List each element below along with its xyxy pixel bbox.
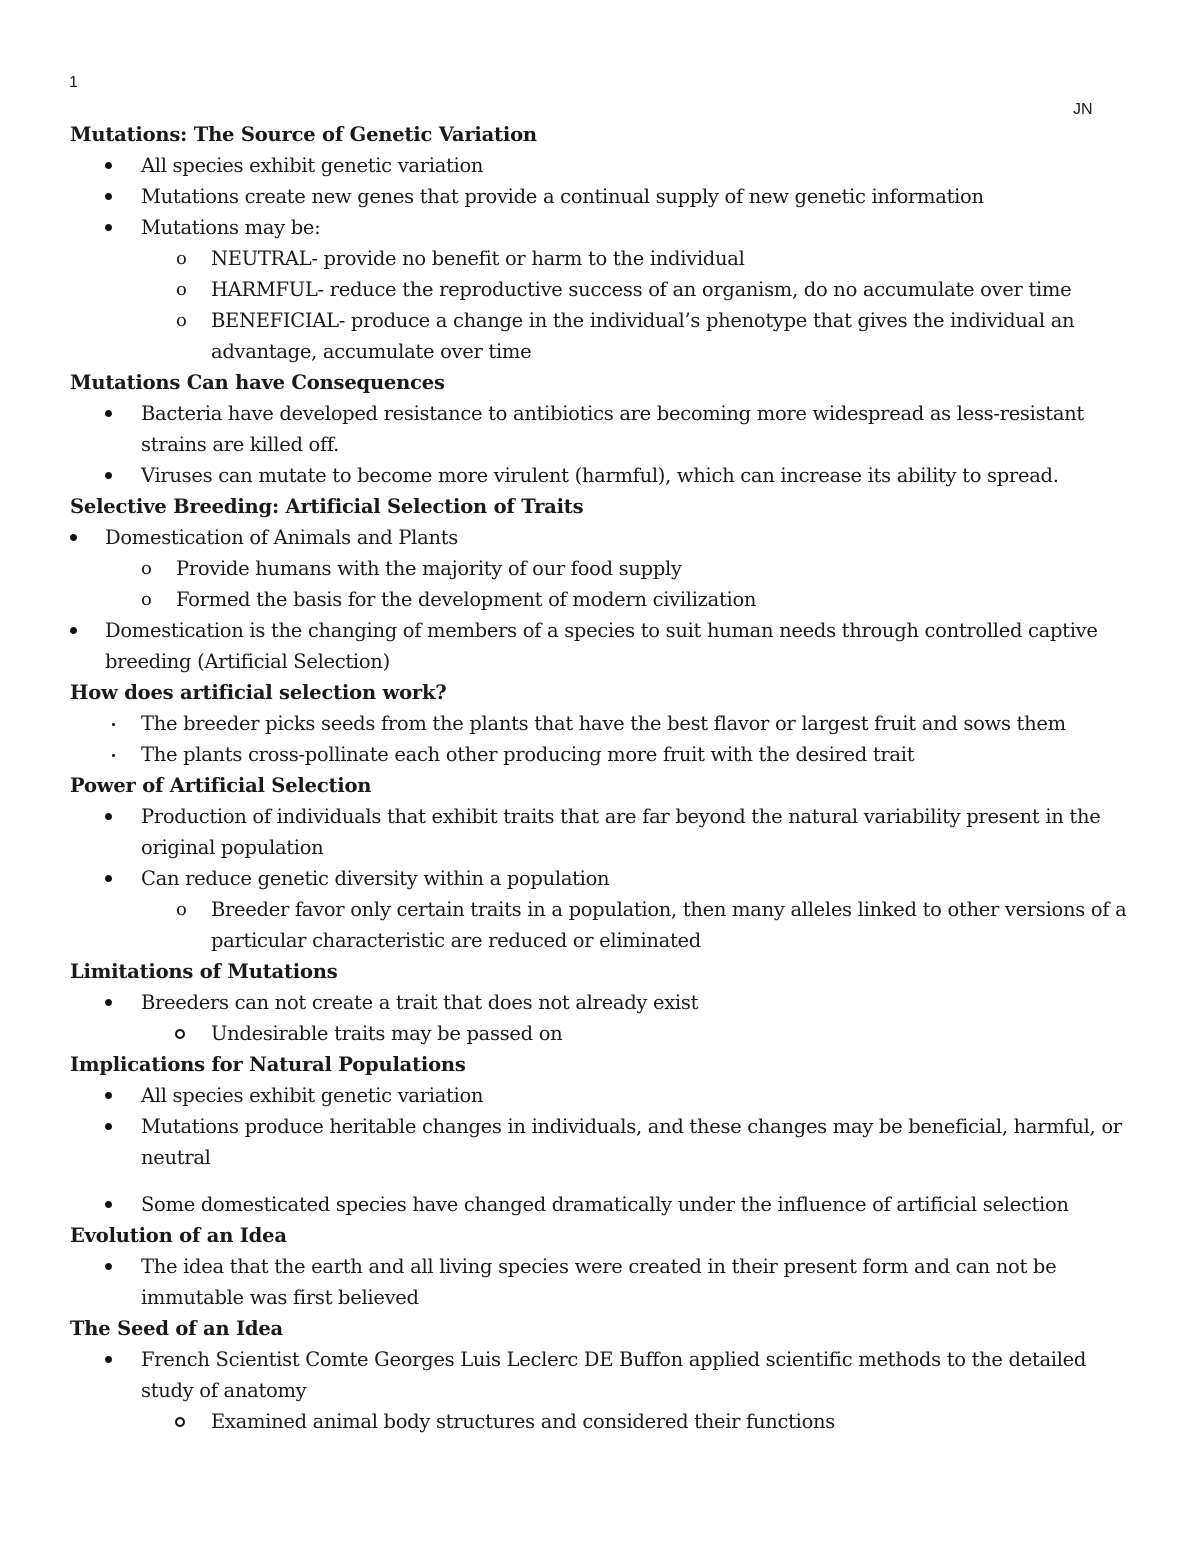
list-item: Production of individuals that exhibit traits that are far beyond the natural variability present in the original population [0, 801, 1200, 863]
section-heading: The Seed of an Idea [70, 1317, 283, 1340]
document-body [0, 119, 1200, 1437]
list-item: Bacteria have developed resistance to antibiotics are becoming more widespread as less-resistant strains are killed off. [0, 398, 1200, 460]
list-item: The breeder picks seeds from the plants that have the best flavor or largest fruit and sows them [0, 708, 1200, 739]
bullet-list [0, 708, 1200, 770]
circle-bullet-icon: o [176, 310, 187, 331]
bullet-icon [105, 999, 112, 1006]
section-heading: How does artificial selection work? [70, 681, 447, 704]
bullet-icon [105, 813, 112, 820]
section-heading: Evolution of an Idea [70, 1224, 287, 1247]
bullet-icon [105, 1092, 112, 1099]
bullet-icon [70, 627, 77, 634]
bullet-icon [105, 224, 112, 231]
sub-list-item: o NEUTRAL- provide no benefit or harm to the individual [0, 243, 1200, 274]
bullet-icon [105, 1123, 112, 1130]
bullet-list [0, 522, 1200, 677]
bullet-list [0, 1251, 1200, 1313]
bullet-icon [105, 472, 112, 479]
bullet-icon [105, 1263, 112, 1270]
circle-bullet-icon [175, 1029, 185, 1039]
sub-list-item: Examined animal body structures and considered their functions [0, 1406, 1200, 1437]
bullet-list [0, 1080, 1200, 1220]
list-item: Mutations may be: [0, 212, 1200, 243]
sub-list-item: o BENEFICIAL- produce a change in the individual’s phenotype that gives the individual an advantage, accumulate over time [0, 305, 1200, 367]
bullet-icon [70, 534, 77, 541]
bullet-icon [105, 1356, 112, 1363]
bullet-icon [105, 1201, 112, 1208]
list-item: Some domesticated species have changed dramatically under the influence of artificial selection [0, 1189, 1200, 1220]
circle-bullet-icon: o [141, 558, 152, 579]
section-heading: Mutations Can have Consequences [70, 371, 445, 394]
list-item: Mutations produce heritable changes in individuals, and these changes may be beneficial, harmful, or neutral [0, 1111, 1200, 1173]
section-heading: Mutations: The Source of Genetic Variation [70, 123, 537, 146]
bullet-icon [112, 723, 115, 726]
list-item: The plants cross-pollinate each other producing more fruit with the desired trait [0, 739, 1200, 770]
author-initials: JN [1073, 101, 1093, 118]
circle-bullet-icon: o [176, 248, 187, 269]
list-item: Mutations create new genes that provide a continual supply of new genetic information [0, 181, 1200, 212]
list-item: The idea that the earth and all living species were created in their present form and can not be immutable was first believed [0, 1251, 1200, 1313]
list-item: Breeders can not create a trait that does not already exist [0, 987, 1200, 1018]
section-heading: Implications for Natural Populations [70, 1053, 466, 1076]
sub-list-item: o HARMFUL- reduce the reproductive success of an organism, do no accumulate over time [0, 274, 1200, 305]
list-item: Domestication is the changing of members of a species to suit human needs through controlled captive breeding (Artificial Selection) [0, 615, 1200, 677]
page-number: 1 [69, 74, 78, 91]
section-heading: Limitations of Mutations [70, 960, 338, 983]
circle-bullet-icon: o [176, 279, 187, 300]
bullet-list [0, 987, 1200, 1049]
circle-bullet-icon [175, 1417, 185, 1427]
sub-list-item: o Breeder favor only certain traits in a population, then many alleles linked to other versions of a particular characteristic are reduced or eliminated [0, 894, 1200, 956]
list-item: All species exhibit genetic variation [0, 150, 1200, 181]
circle-bullet-icon: o [176, 899, 187, 920]
bullet-list [0, 1344, 1200, 1437]
list-item: Domestication of Animals and Plants [0, 522, 1200, 553]
section-heading: Selective Breeding: Artificial Selection of Traits [70, 495, 584, 518]
list-item: French Scientist Comte Georges Luis Leclerc DE Buffon applied scientific methods to the detailed study of anatomy [0, 1344, 1200, 1406]
bullet-icon [112, 754, 115, 757]
bullet-list [0, 801, 1200, 956]
list-item: Viruses can mutate to become more virulent (harmful), which can increase its ability to spread. [0, 460, 1200, 491]
list-item: Can reduce genetic diversity within a population [0, 863, 1200, 894]
section-heading: Power of Artificial Selection [70, 774, 372, 797]
sub-list-item: o Formed the basis for the development of modern civilization [0, 584, 1200, 615]
circle-bullet-icon: o [141, 589, 152, 610]
list-item: All species exhibit genetic variation [0, 1080, 1200, 1111]
sub-list-item: o Provide humans with the majority of our food supply [0, 553, 1200, 584]
bullet-icon [105, 875, 112, 882]
bullet-icon [105, 193, 112, 200]
bullet-list [0, 398, 1200, 491]
bullet-icon [105, 162, 112, 169]
bullet-icon [105, 410, 112, 417]
sub-list-item: Undesirable traits may be passed on [0, 1018, 1200, 1049]
bullet-list [0, 150, 1200, 367]
